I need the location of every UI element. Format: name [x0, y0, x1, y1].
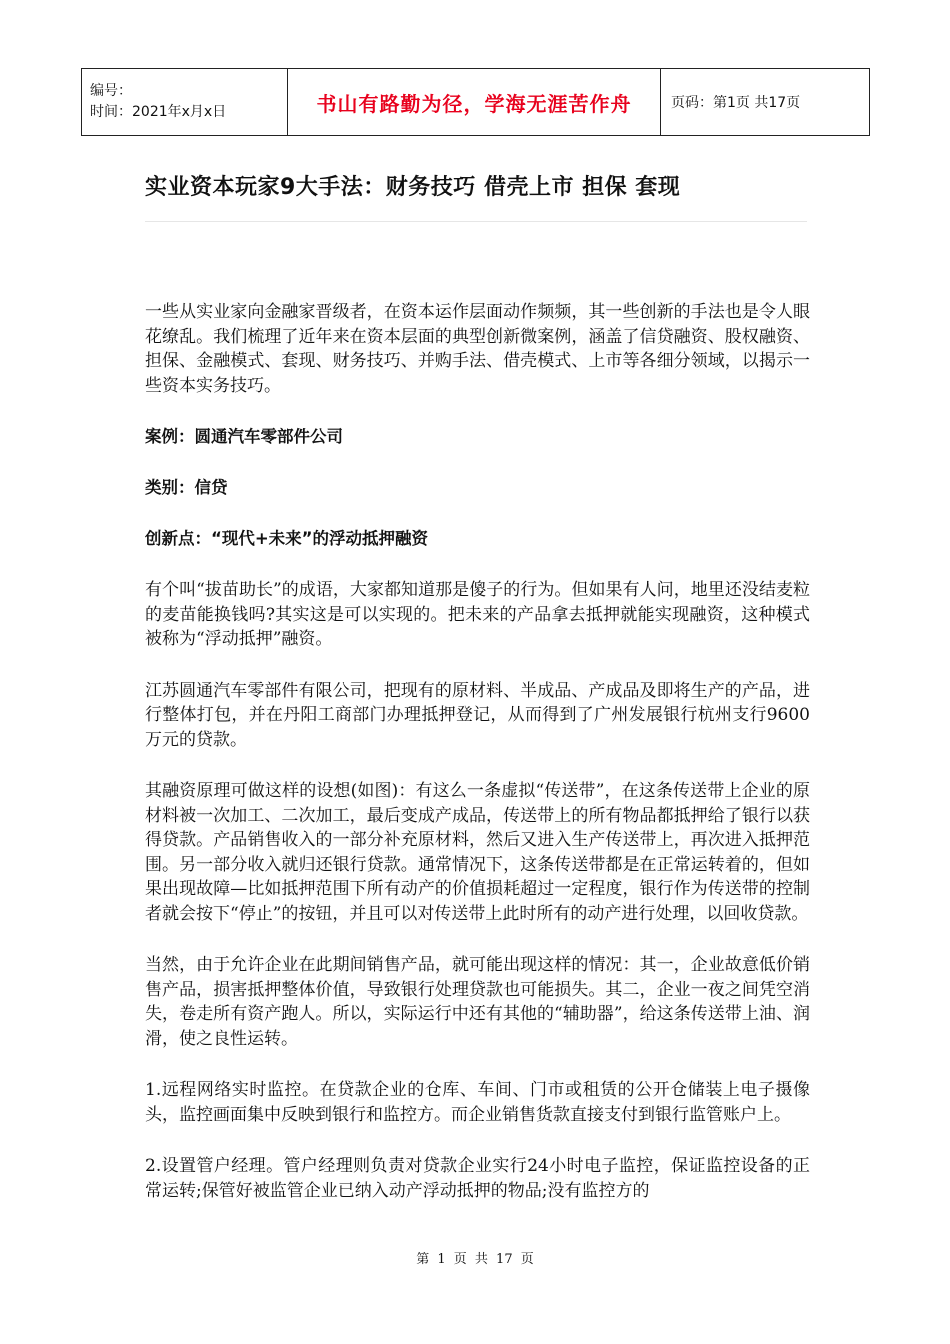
innovation-heading: 创新点：“现代+未来”的浮动抵押融资 [145, 529, 429, 548]
document-title: 实业资本玩家9大手法：财务技巧 借壳上市 担保 套现 [145, 175, 681, 200]
body-paragraph: 其融资原理可做这样的设想(如图)：有这么一条虚拟“传送带”，在这条传送带上企业的原材料被一次加工、二次加工，最后变成产成品，传送带上的所有物品都抵押给了银行以获得贷款。产品销售收入的一部分补充原材料，然后又进入生产传送带上，再次进入抵押范围。另一部分收入就归还银行贷款。通常情况下，这条传送带都是在正常运转着的，但如果出现故障—比如抵押范围下所有动产的价值损耗超过一定程度，银行作为传送带的控制者就会按下“停止”的按钮，并且可以对传送带上此时所有的动产进行处理，以回收贷款。 [145, 781, 810, 924]
header-number-label: 编号： [90, 83, 132, 99]
document-header-table [81, 68, 870, 136]
body-paragraph: 2.设置管户经理。管户经理则负责对贷款企业实行24小时电子监控，保证监控设备的正常运转;保管好被监管企业已纳入动产浮动抵押的物品;没有监控方的 [145, 1156, 810, 1201]
body-paragraph: 1.远程网络实时监控。在贷款企业的仓库、车间、门市或租赁的公开仓储装上电子摄像头，监控画面集中反映到银行和监控方。而企业销售货款直接支付到银行监管账户上。 [145, 1080, 810, 1125]
header-meta-cell [82, 69, 288, 136]
intro-paragraph: 一些从实业家向金融家晋级者，在资本运作层面动作频频，其一些创新的手法也是令人眼花缭乱。我们梳理了近年来在资本层面的典型创新微案例，涵盖了信贷融资、股权融资、担保、金融模式、套现、财务技巧、并购手法、借壳模式、上市等各细分领域，以揭示一些资本实务技巧。 [145, 302, 810, 396]
body-paragraph: 有个叫“拔苗助长”的成语，大家都知道那是傻子的行为。但如果有人问，地里还没结麦粒的麦苗能换钱吗?其实这是可以实现的。把未来的产品拿去抵押就能实现融资，这种模式被称为“浮动抵押”融资。 [145, 580, 810, 649]
page-footer: 第 1 页 共 17 页 [416, 1252, 534, 1267]
title-divider [145, 221, 807, 222]
header-page-info: 页码：第1页 共17页 [661, 69, 870, 136]
header-motto: 书山有路勤为径，学海无涯苦作舟 [288, 69, 661, 136]
header-time-label: 时间：2021年x月x日 [90, 104, 227, 120]
document-body [145, 300, 810, 1230]
case-heading: 案例：圆通汽车零部件公司 [145, 427, 343, 446]
category-heading: 类别：信贷 [145, 478, 228, 497]
body-paragraph: 当然，由于允许企业在此期间销售产品，就可能出现这样的情况：其一，企业故意低价销售产品，损害抵押整体价值，导致银行处理贷款也可能损失。其二，企业一夜之间凭空消失，卷走所有资产跑人。所以，实际运行中还有其他的“辅助器”，给这条传送带上油、润滑，使之良性运转。 [145, 955, 810, 1049]
body-paragraph: 江苏圆通汽车零部件有限公司，把现有的原材料、半成品、产成品及即将生产的产品，进行整体打包，并在丹阳工商部门办理抵押登记，从而得到了广州发展银行杭州支行9600万元的贷款。 [145, 680, 810, 750]
